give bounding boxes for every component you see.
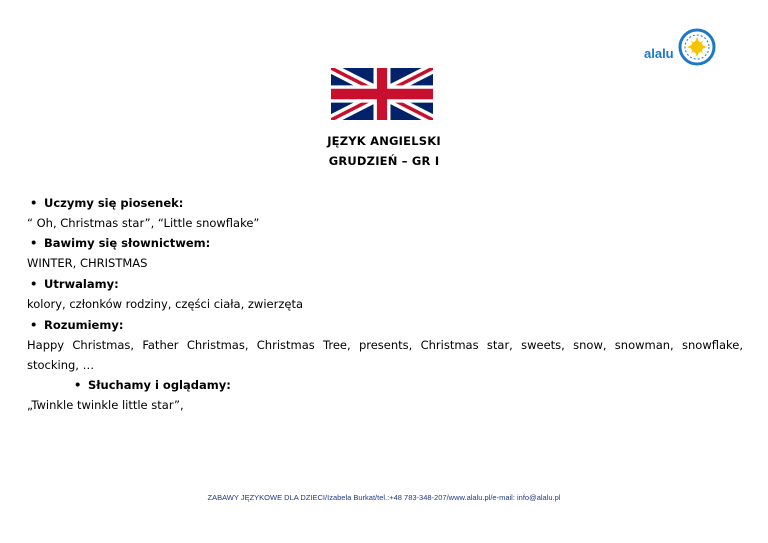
page-subtitle: GRUDZIEŃ – GR I [328,154,440,168]
union-jack-flag-icon [331,68,433,120]
section-text: WINTER, CHRISTMAS [27,256,148,270]
bullet-icon: • [30,277,38,291]
section-text: Happy Christmas, Father Christmas, Christmas Tree, presents, Christmas star, sweets, snow, snowman, snowflake, [27,338,743,352]
page-title: JĘZYK ANGIELSKI [327,134,441,148]
bullet-icon: • [30,236,38,250]
section-heading: • Utrwalamy: [30,277,119,291]
alalu-logo [634,28,716,68]
section-heading: • Bawimy się słownictwem: [30,236,211,250]
bullet-icon: • [74,378,82,392]
section-text: stocking, … [27,358,95,372]
logo-text: alalu [644,46,674,61]
section-heading: • Słuchamy i oglądamy: [74,378,231,392]
sun-logo-icon [678,28,716,66]
section-text: kolory, członków rodziny, części ciała, zwierzęta [27,297,304,311]
section-text: “ Oh, Christmas star”, “Little snowflake” [27,216,260,230]
footer-contact: ZABAWY JĘZYKOWE DLA DZIECI/Izabela Burkat/tel.:+48 783-348-207/www.alalu.pl/e-mail: info@alalu.pl [207,493,561,502]
bullet-icon: • [30,196,38,210]
section-heading: • Uczymy się piosenek: [30,196,184,210]
bullet-icon: • [30,318,38,332]
section-text: „Twinkle twinkle little star”, [27,398,184,412]
section-heading: • Rozumiemy: [30,318,124,332]
